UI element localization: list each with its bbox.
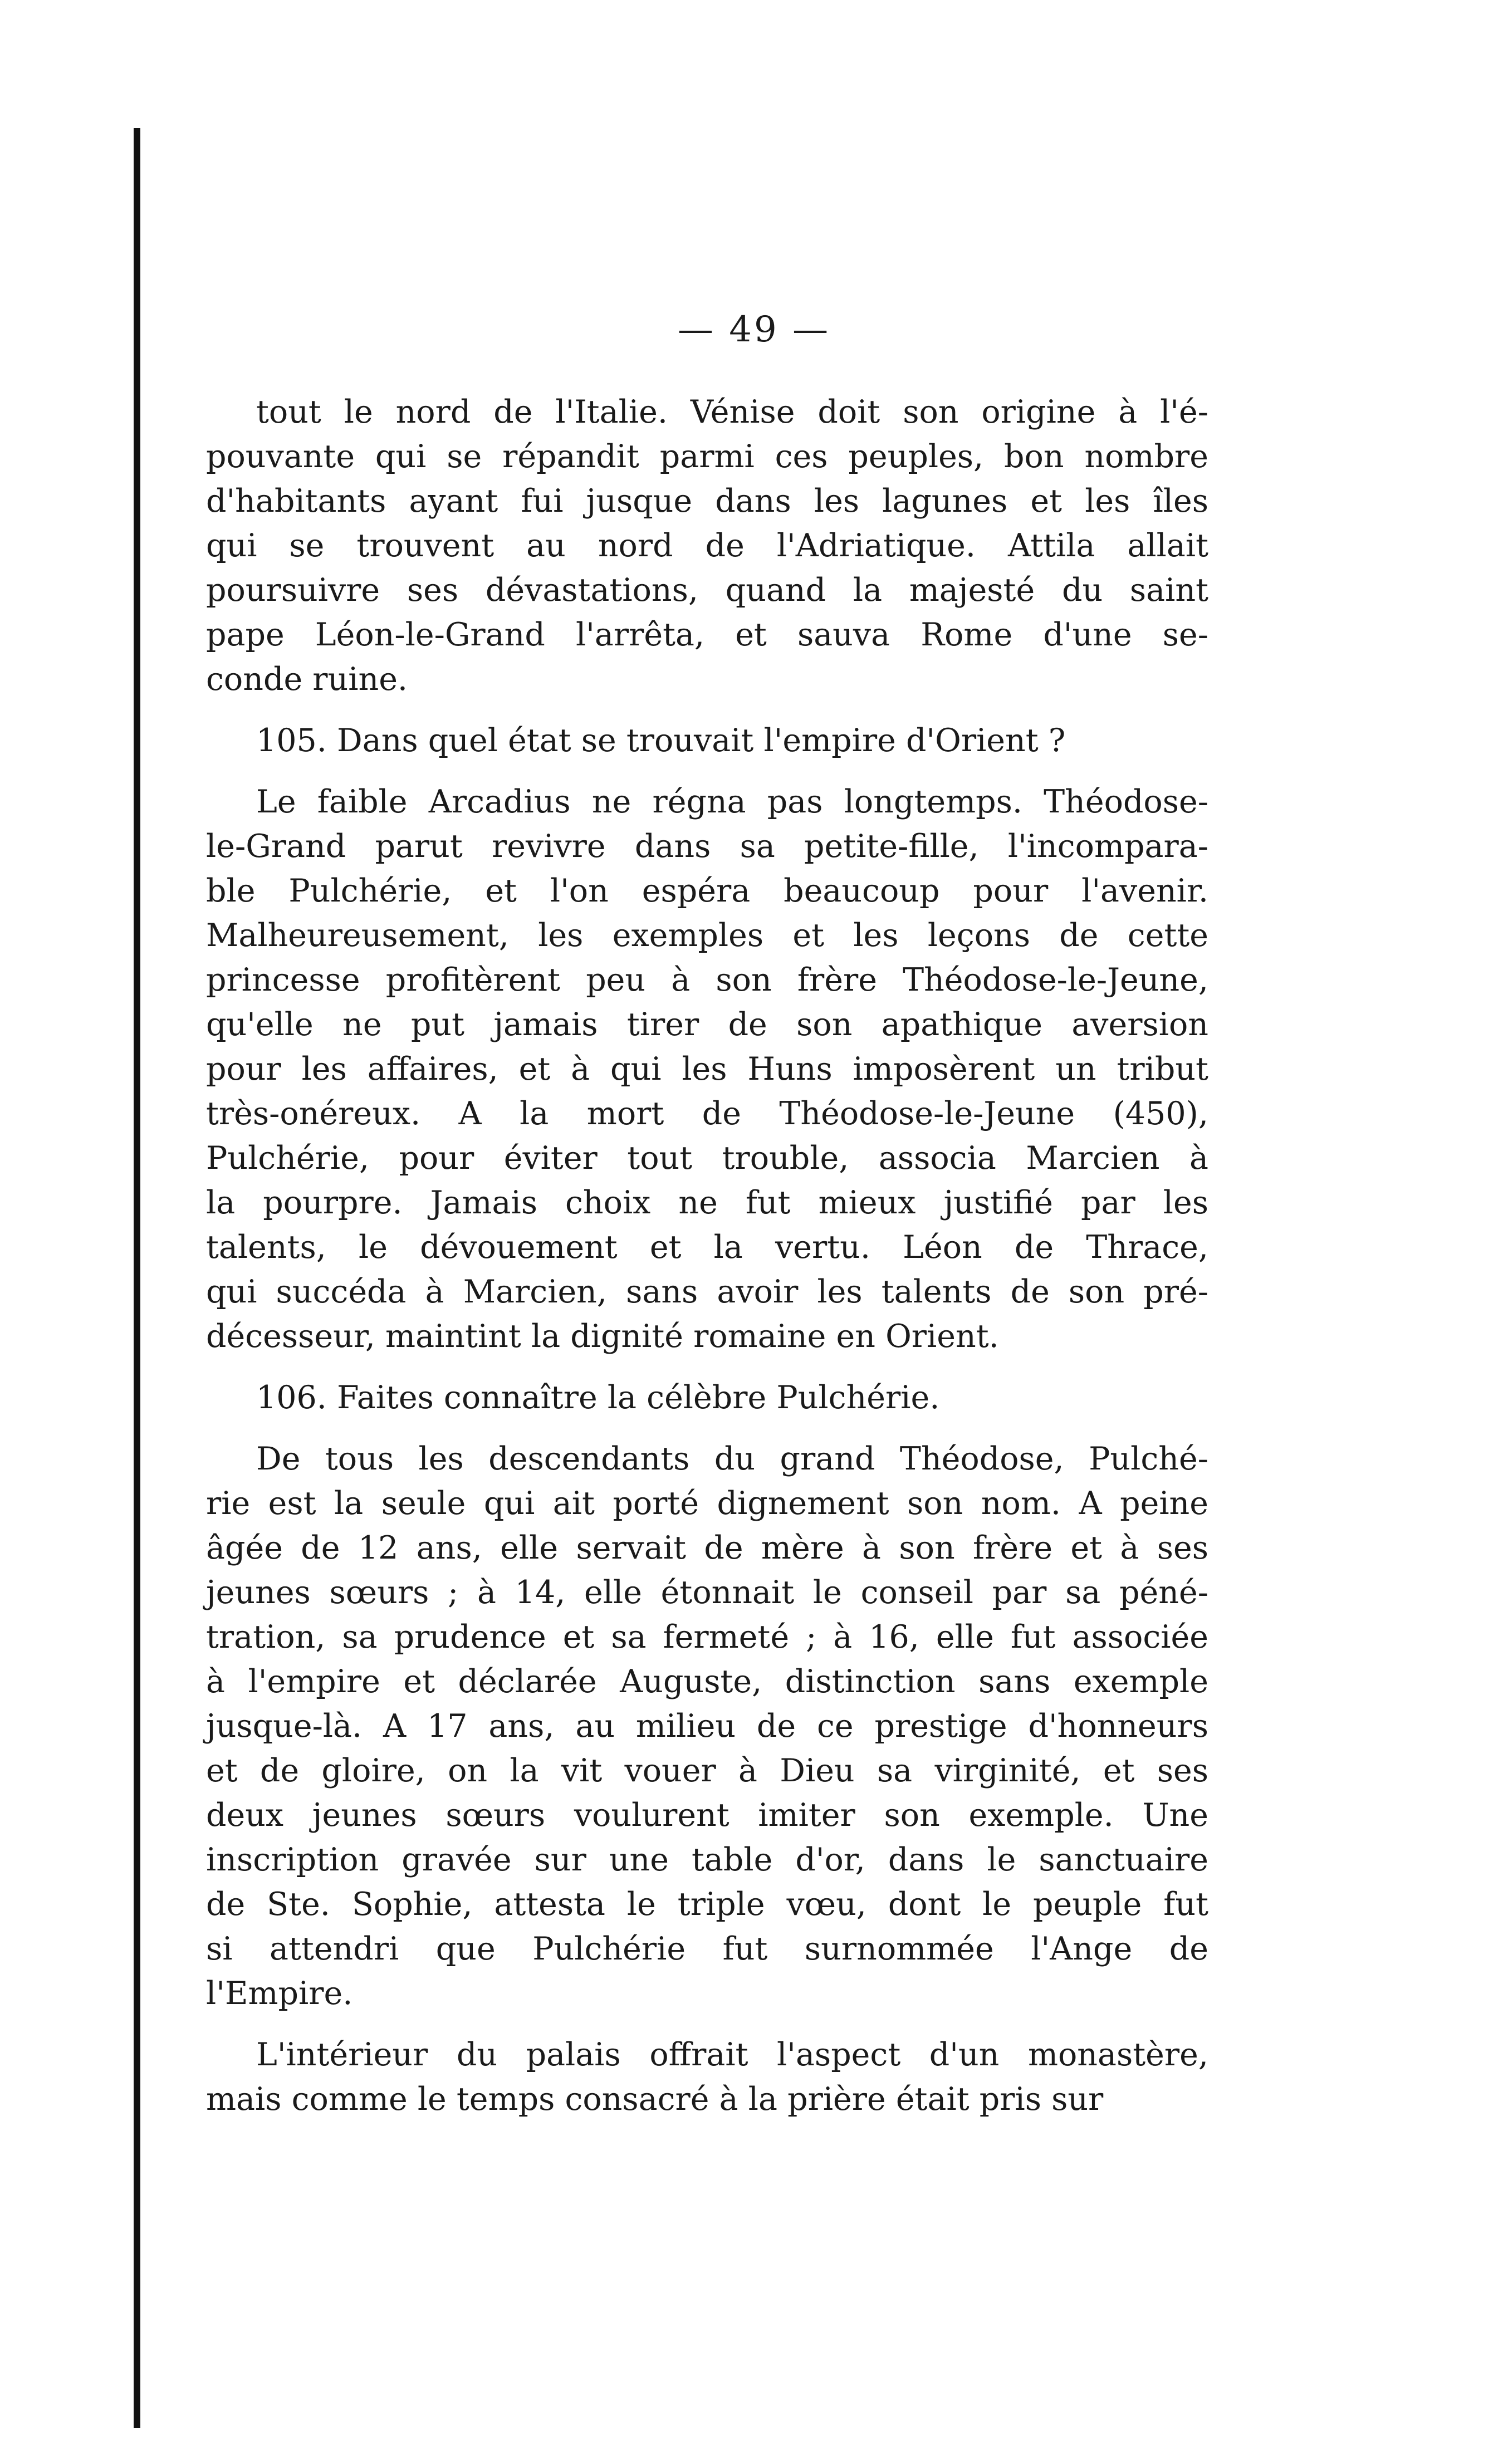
text-line: très-onéreux. A la mort de Théodose-le-Jeune (450), bbox=[206, 1095, 1208, 1132]
page-number: — 49 — bbox=[677, 309, 831, 350]
text-line: pouvante qui se répandit parmi ces peuples, bon nombre bbox=[206, 438, 1208, 475]
text-line: talents, le dévouement et la vertu. Léon de Thrace, bbox=[206, 1229, 1208, 1266]
text-line: poursuivre ses dévastations, quand la majesté du saint bbox=[206, 572, 1208, 609]
text-line: qu'elle ne put jamais tirer de son apathique aversion bbox=[206, 1006, 1208, 1043]
text-line: princesse profitèrent peu à son frère Théodose-le-Jeune, bbox=[206, 962, 1208, 998]
text-line: 106. Faites connaître la célèbre Pulchérie. bbox=[256, 1379, 940, 1416]
text-line: et de gloire, on la vit vouer à Dieu sa virginité, et ses bbox=[206, 1752, 1208, 1789]
paragraph-gap bbox=[206, 1420, 1208, 1437]
text-line: pour les affaires, et à qui les Huns imposèrent un tribut bbox=[206, 1051, 1208, 1088]
text-line: Malheureusement, les exemples et les leçons de cette bbox=[206, 917, 1208, 954]
text-line: deux jeunes sœurs voulurent imiter son exemple. Une bbox=[206, 1797, 1208, 1834]
text-line: conde ruine. bbox=[206, 661, 408, 698]
text-line: qui se trouvent au nord de l'Adriatique. Attila allait bbox=[206, 527, 1208, 564]
text-line: jusque-là. A 17 ans, au milieu de ce prestige d'honneurs bbox=[206, 1708, 1208, 1745]
text-line: l'Empire. bbox=[206, 1975, 353, 2012]
text-line: d'habitants ayant fui jusque dans les lagunes et les îles bbox=[206, 483, 1208, 520]
question-heading bbox=[206, 1375, 1208, 1420]
paragraph-gap bbox=[206, 2016, 1208, 2032]
text-line: mais comme le temps consacré à la prière était pris sur bbox=[206, 2081, 1104, 2118]
paragraph bbox=[206, 780, 1208, 1359]
text-line: pape Léon-le-Grand l'arrêta, et sauva Rome d'une se- bbox=[206, 616, 1208, 653]
text-line: le-Grand parut revivre dans sa petite-fille, l'incompara- bbox=[206, 828, 1208, 865]
text-line: De tous les descendants du grand Théodose, Pulché- bbox=[256, 1441, 1208, 1477]
text-line: ble Pulchérie, et l'on espéra beaucoup pour l'avenir. bbox=[206, 873, 1208, 909]
paragraph bbox=[206, 2032, 1208, 2122]
text-line: L'intérieur du palais offrait l'aspect d'un monastère, bbox=[256, 2036, 1208, 2073]
paragraph-gap bbox=[206, 763, 1208, 780]
text-line: Pulchérie, pour éviter tout trouble, associa Marcien à bbox=[206, 1140, 1208, 1177]
text-line: inscription gravée sur une table d'or, dans le sanctuaire bbox=[206, 1841, 1208, 1878]
text-line: tration, sa prudence et sa fermeté ; à 16, elle fut associée bbox=[206, 1619, 1208, 1655]
text-line: décesseur, maintint la dignité romaine en Orient. bbox=[206, 1318, 999, 1355]
text-line: rie est la seule qui ait porté dignement son nom. A peine bbox=[206, 1485, 1208, 1522]
binding-line bbox=[134, 128, 140, 2428]
text-line: si attendri que Pulchérie fut surnommée l'Ange de bbox=[206, 1931, 1208, 1967]
text-line: âgée de 12 ans, elle servait de mère à son frère et à ses bbox=[206, 1530, 1208, 1566]
paragraph bbox=[206, 390, 1208, 702]
text-line: de Ste. Sophie, attesta le triple vœu, dont le peuple fut bbox=[206, 1886, 1208, 1923]
page-body-text bbox=[206, 390, 1208, 2122]
text-line: tout le nord de l'Italie. Vénise doit son origine à l'é- bbox=[256, 394, 1208, 430]
text-line: Le faible Arcadius ne régna pas longtemps. Théodose- bbox=[256, 783, 1208, 820]
paragraph-gap bbox=[206, 702, 1208, 718]
paragraph-gap bbox=[206, 1359, 1208, 1375]
text-line: à l'empire et déclarée Auguste, distinction sans exemple bbox=[206, 1663, 1208, 1700]
paragraph bbox=[206, 1437, 1208, 2016]
question-heading bbox=[206, 718, 1208, 763]
text-line: jeunes sœurs ; à 14, elle étonnait le conseil par sa péné- bbox=[206, 1574, 1208, 1611]
text-line: 105. Dans quel état se trouvait l'empire d'Orient ? bbox=[256, 722, 1066, 759]
text-line: qui succéda à Marcien, sans avoir les talents de son pré- bbox=[206, 1273, 1208, 1310]
text-line: la pourpre. Jamais choix ne fut mieux justifié par les bbox=[206, 1184, 1208, 1221]
